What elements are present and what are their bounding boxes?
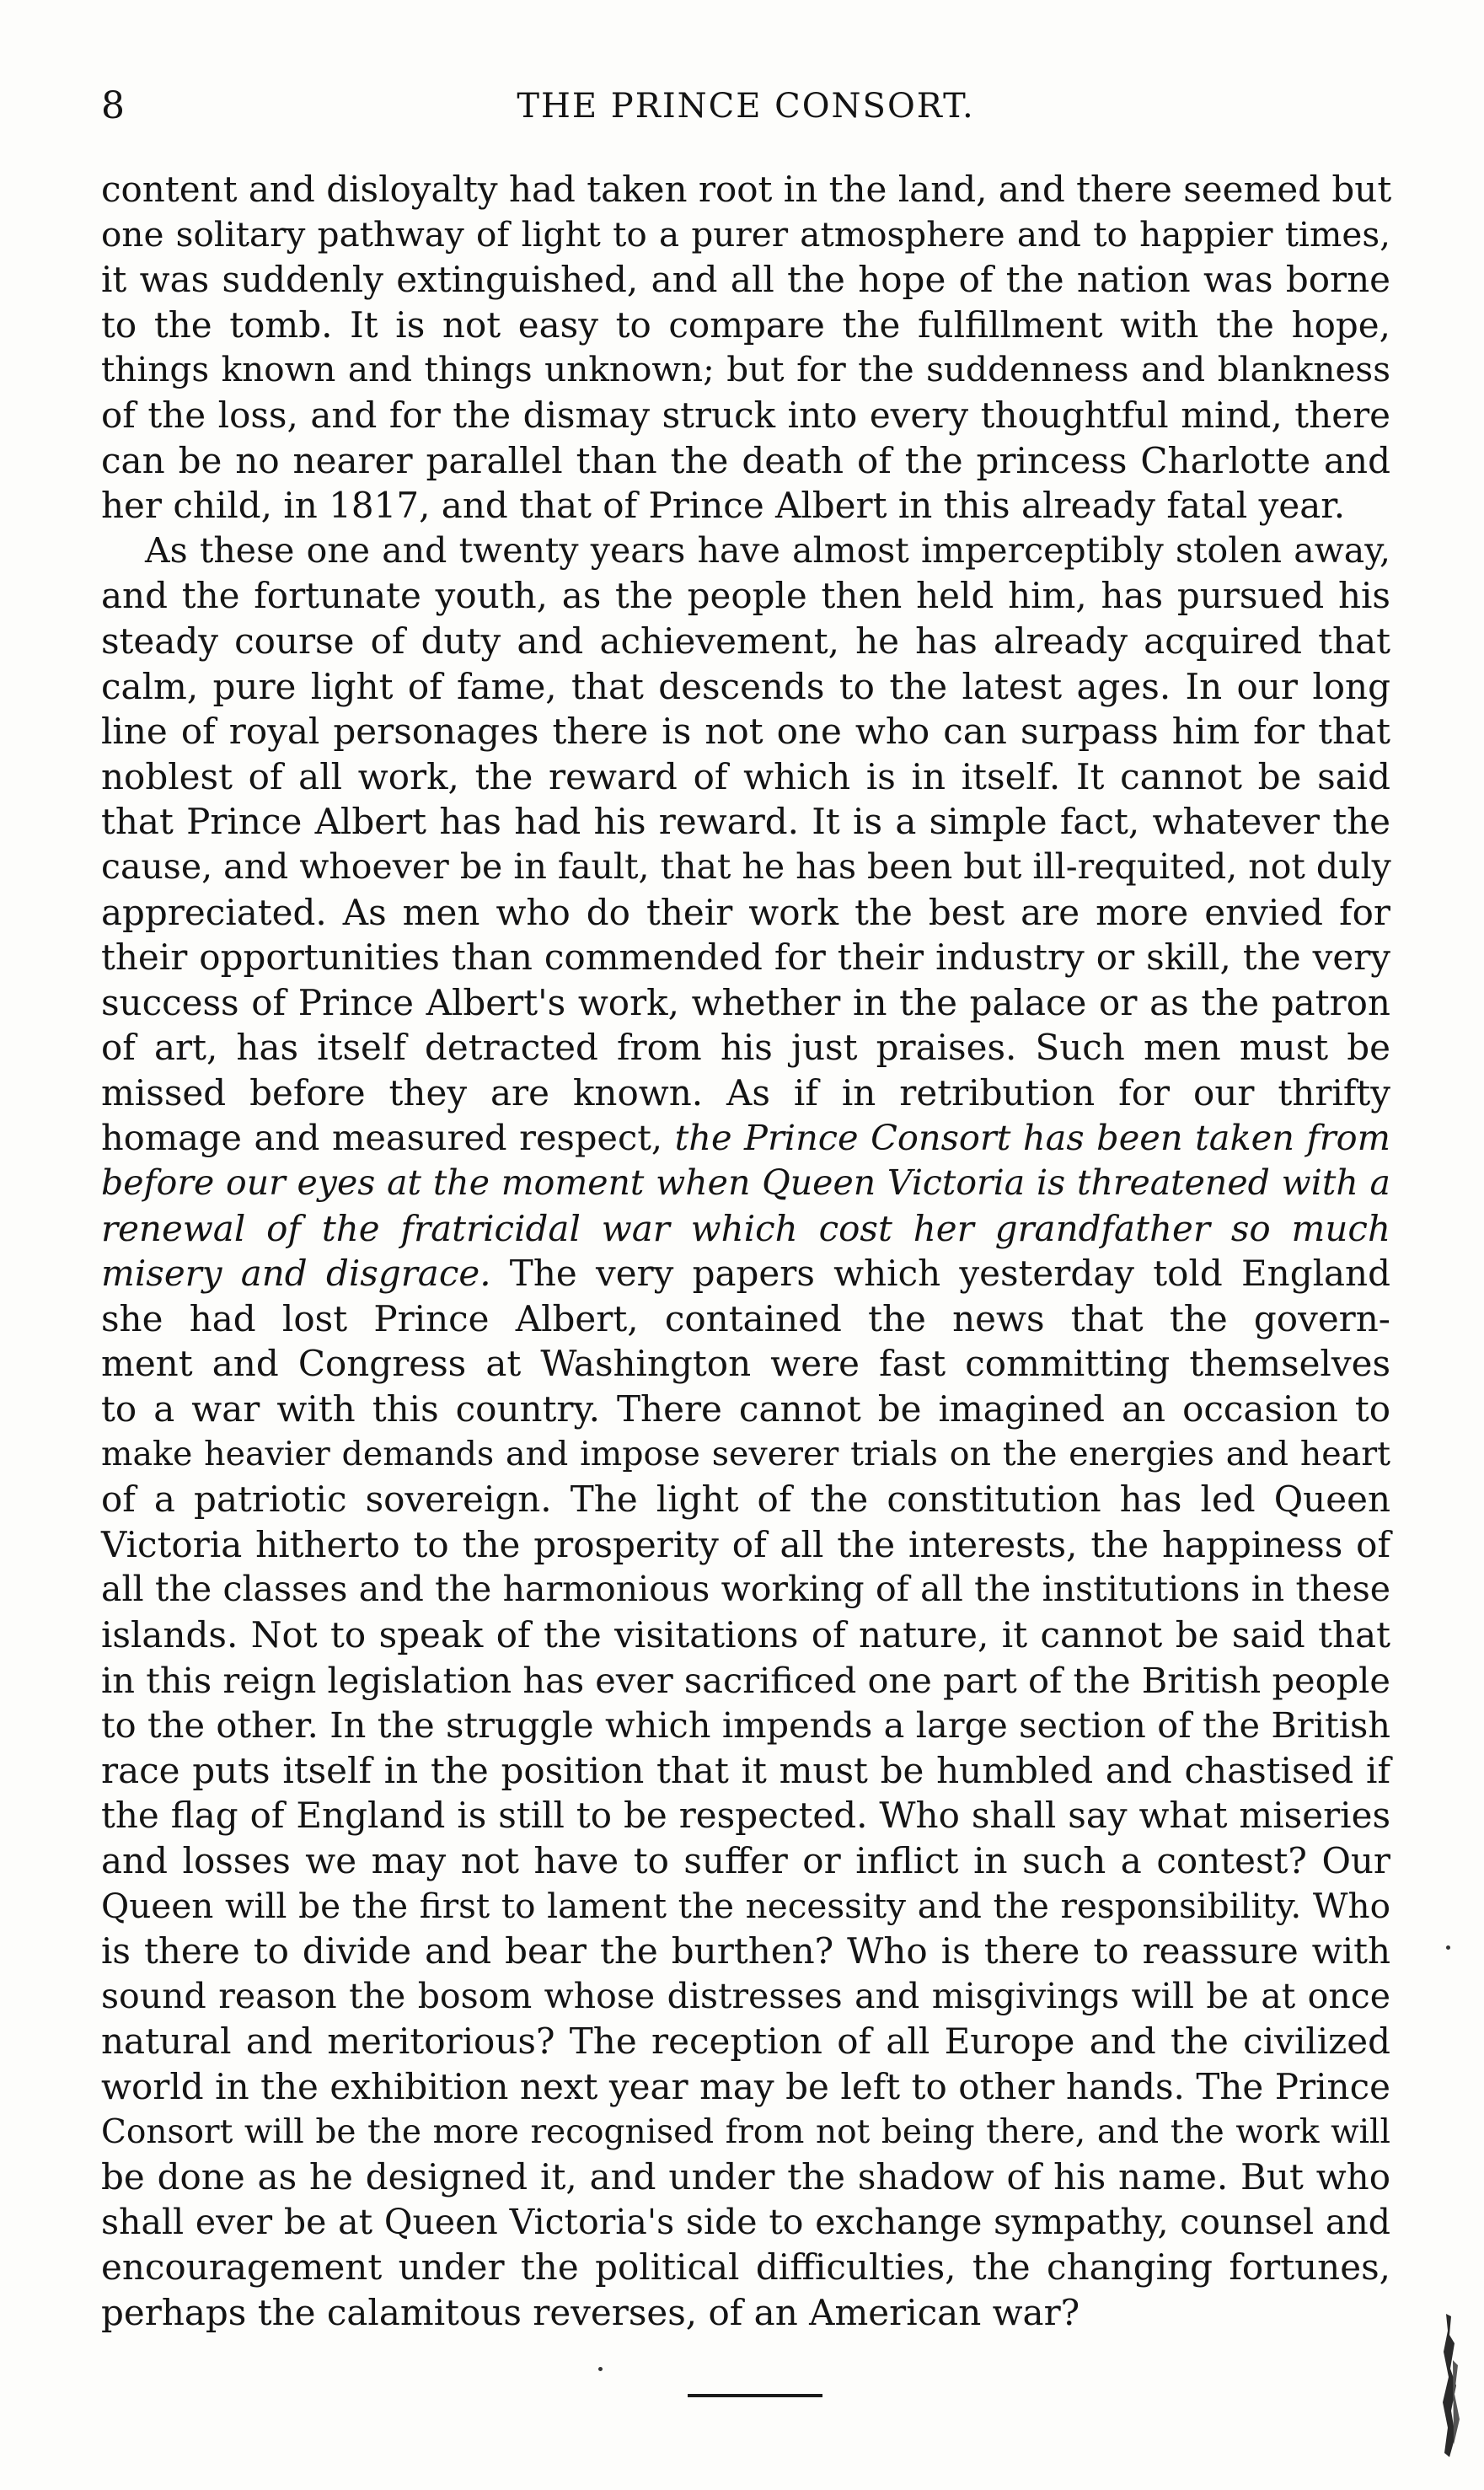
text-line	[101, 347, 1390, 393]
text-line	[101, 1071, 1390, 1116]
text-line	[101, 980, 1390, 1026]
text-run: Queen will be the first to lament the necessity and the responsibility. Who	[101, 1885, 1390, 1926]
ink-speck	[598, 2367, 603, 2371]
text-run: sound reason the bosom whose distresses and misgivings will be at once	[101, 1975, 1390, 2016]
text-run: to a war with this country. There cannot be imagined an occasion to	[101, 1388, 1390, 1430]
text-run: natural and meritorious? The reception of all Europe and the civilized	[101, 2020, 1390, 2063]
text-line	[101, 1115, 1390, 1161]
text-run: encouragement under the political difficulties, the changing fortunes,	[101, 2246, 1390, 2289]
text-run: calm, pure light of fame, that descends to the latest ages. In our long	[101, 665, 1390, 707]
text-run: in this reign legislation has ever sacrificed one part of the British people	[101, 1659, 1390, 1701]
ink-speck	[1446, 1945, 1450, 1950]
text-line	[101, 935, 1390, 980]
text-line	[101, 1522, 1390, 1568]
text-run: noblest of all work, the reward of which is in itself. It cannot be said	[101, 755, 1390, 797]
text-run: is there to divide and bear the burthen? Who is there to reassure with	[101, 1930, 1390, 1972]
text-run: homage and measured respect,	[101, 1117, 663, 1159]
text-run: of a patriotic sovereign. The light of the constitution has led Queen	[101, 1478, 1390, 1521]
text-run: success of Prince Albert's work, whether in the palace or as the patron	[101, 981, 1390, 1023]
text-run: make heavier demands and impose severer trials on the energies and heart	[101, 1434, 1390, 1473]
text-line	[101, 212, 1390, 258]
text-line	[101, 393, 1390, 438]
text-run: to the tomb. It is not easy to compare the fulfillment with the hope,	[101, 303, 1390, 346]
text-line	[101, 845, 1390, 890]
running-title: THE PRINCE CONSORT.	[517, 87, 975, 126]
text-run: appreciated. As men who do their work the best are more envied for	[101, 891, 1390, 933]
text-run: she had lost Prince Albert, contained the news that the govern-	[101, 1297, 1390, 1339]
text-run: As these one and twenty years have almost imperceptibly stolen away,	[145, 529, 1390, 571]
text-line	[101, 1161, 1390, 1206]
text-line	[101, 2155, 1390, 2200]
text-run: shall ever be at Queen Victoria's side to exchange sympathy, counsel and	[101, 2201, 1390, 2242]
text-run: ment and Congress at Washington were fast committing themselves	[101, 1343, 1390, 1385]
text-line	[101, 1432, 1390, 1478]
text-line	[101, 1884, 1390, 1929]
text-run: Consort will be the more recognised from not being there, and the work will	[101, 2112, 1390, 2151]
text-line	[101, 1025, 1390, 1071]
text-line	[101, 1748, 1390, 1794]
text-line	[101, 2110, 1390, 2155]
text-line	[101, 573, 1390, 619]
text-line	[101, 1703, 1390, 1748]
text-line	[101, 2019, 1390, 2064]
text-line	[101, 619, 1390, 664]
text-line	[101, 438, 1390, 484]
text-run: that Prince Albert has had his reward. It is a simple fact, whatever the	[101, 801, 1390, 843]
text-line	[101, 664, 1390, 710]
text-run: their opportunities than commended for their industry or skill, the very	[101, 936, 1390, 979]
text-run: Victoria hitherto to the prosperity of all the interests, the happiness of	[101, 1523, 1390, 1565]
text-line	[101, 1793, 1390, 1838]
text-run: her child, in 1817, and that of Prince Albert in this already fatal year.	[101, 485, 1346, 527]
text-line	[101, 1838, 1390, 1884]
text-run: and the fortunate youth, as the people then held him, has pursued his	[101, 575, 1390, 617]
text-line	[101, 1387, 1390, 1432]
text-line	[101, 1296, 1390, 1342]
text-run: all the classes and the harmonious working of all the institutions in these	[101, 1569, 1390, 1610]
text-line	[101, 1341, 1390, 1387]
text-line	[101, 167, 1390, 212]
text-run: things known and things unknown; but for the suddenness and blankness	[101, 349, 1390, 390]
text-run: one solitary pathway of light to a purer atmosphere and to happier times,	[101, 213, 1390, 255]
text-run: and losses we may not have to suffer or inflict in such a contest? Our	[101, 1839, 1390, 1881]
text-run: line of royal personages there is not one who can surpass him for that	[101, 711, 1390, 753]
text-line	[101, 2200, 1390, 2246]
text-run: The very papers which yesterday told England	[490, 1253, 1390, 1295]
text-line	[101, 1613, 1390, 1658]
text-line	[101, 709, 1390, 754]
text-run: missed before they are known. As if in retribution for our thrifty	[101, 1071, 1390, 1114]
text-line	[101, 799, 1390, 845]
margin-ink-stain	[1438, 2310, 1463, 2461]
italic-text-run: before our eyes at the moment when Queen Victoria is threatened with a	[101, 1162, 1390, 1204]
text-run: to the other. In the struggle which impends a large section of the British	[101, 1704, 1390, 1747]
text-run: it was suddenly extinguished, and all the hope of the nation was borne	[101, 259, 1390, 301]
text-run: of the loss, and for the dismay struck into every thoughtful mind, there	[101, 394, 1390, 436]
text-line	[101, 2064, 1390, 2110]
text-run: can be no nearer parallel than the death of the princess Charlotte and	[101, 439, 1390, 481]
text-line	[101, 1658, 1390, 1704]
text-run: cause, and whoever be in fault, that he has been but ill-requited, not duly	[101, 845, 1391, 887]
body-text	[101, 167, 1390, 2336]
text-run: the flag of England is still to be respected. Who shall say what miseries	[101, 1795, 1390, 1837]
text-line	[101, 303, 1390, 348]
text-line	[101, 754, 1390, 800]
text-run: race puts itself in the position that it must be humbled and chastised if	[101, 1749, 1390, 1791]
italic-text-run: renewal of the fratricidal war which cost her grandfather so much	[101, 1207, 1390, 1249]
text-run: islands. Not to speak of the visitations of nature, it cannot be said that	[101, 1614, 1390, 1656]
text-run: of art, has itself detracted from his just praises. Such men must be	[101, 1027, 1390, 1069]
text-line	[101, 2245, 1390, 2290]
page-header	[101, 81, 1390, 131]
text-line	[101, 529, 1390, 574]
text-line	[101, 1251, 1390, 1296]
closing-rule	[688, 2394, 822, 2397]
text-line	[101, 1929, 1390, 1974]
text-line	[101, 1477, 1390, 1522]
text-line	[101, 1567, 1390, 1613]
text-run: perhaps the calamitous reverses, of an American war?	[101, 2291, 1080, 2333]
text-line	[101, 1974, 1390, 2020]
text-run: content and disloyalty had taken root in the land, and there seemed but	[101, 169, 1392, 210]
text-run: steady course of duty and achievement, he has already acquired that	[101, 620, 1390, 662]
text-line	[101, 257, 1390, 303]
text-line	[101, 890, 1390, 936]
text-line	[101, 483, 1390, 529]
italic-text-run: the Prince Consort has been taken from	[674, 1117, 1390, 1159]
text-line	[101, 1206, 1390, 1252]
text-line	[101, 2290, 1390, 2336]
text-run: world in the exhibition next year may be left to other hands. The Prince	[101, 2065, 1390, 2107]
text-run: be done as he designed it, and under the shadow of his name. But who	[101, 2156, 1390, 2198]
italic-text-run: misery and disgrace.	[101, 1253, 491, 1295]
page-number: 8	[101, 84, 125, 127]
